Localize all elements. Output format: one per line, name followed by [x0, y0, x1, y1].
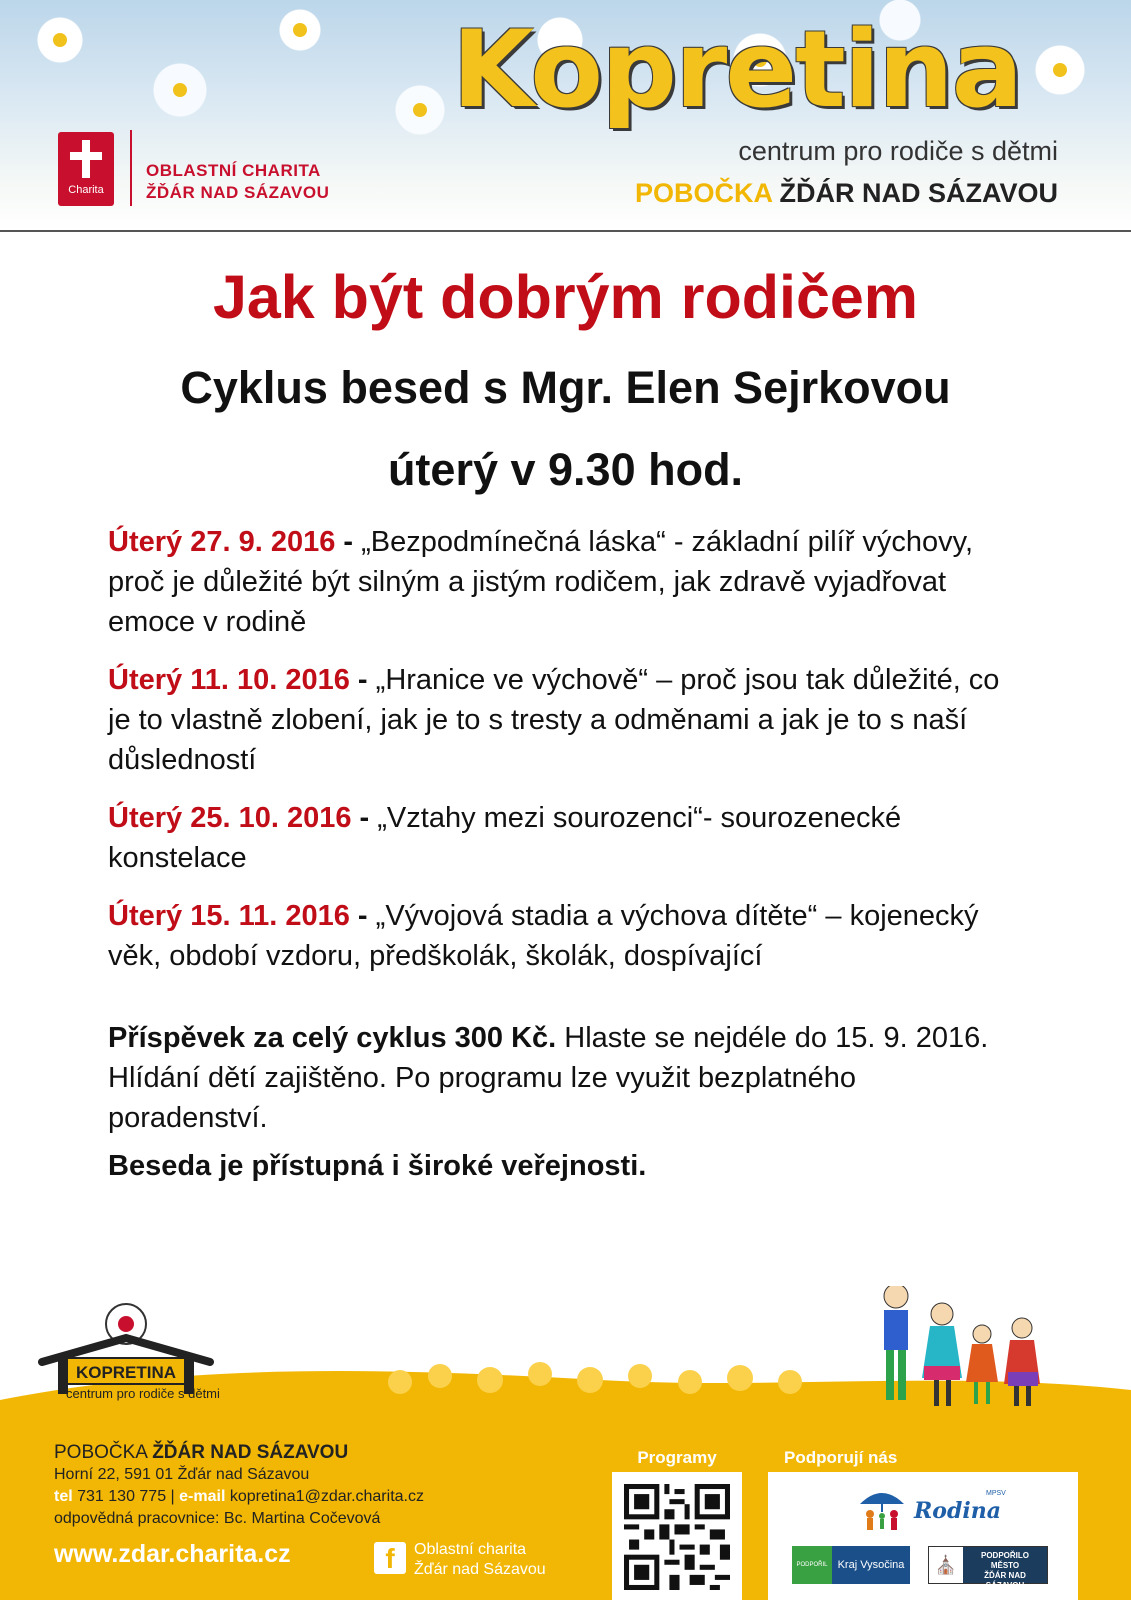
tel-label: tel	[54, 1488, 73, 1505]
public-note: Beseda je přístupná i široké veřejnosti.	[108, 1150, 647, 1182]
sponsor-mesto	[928, 1546, 1048, 1590]
fee-paragraph	[108, 1018, 1008, 1138]
session-text: „Vztahy mezi sourozenci“- sourozenecké konstelace	[108, 802, 902, 874]
sponsor-rodina-logo	[854, 1482, 1004, 1536]
sponsors-panel	[768, 1472, 1078, 1600]
email-label: e-mail	[179, 1488, 226, 1505]
facebook-line2: Žďár nad Sázavou	[414, 1561, 546, 1578]
family-drawing-icon	[850, 1286, 1090, 1426]
tel-number[interactable]: 731 130 775 |	[77, 1488, 175, 1505]
session-time: úterý v 9.30 hod.	[387, 444, 744, 495]
mesto-line3: ŽĎÁR NAD SÁZAVOU	[984, 1571, 1026, 1590]
session-date: Úterý 15. 11. 2016	[108, 900, 350, 932]
email-address[interactable]: kopretina1@zdar.charita.cz	[229, 1488, 424, 1505]
footer-logo-label: KOPRETINA	[75, 1363, 177, 1382]
daisy-center-decoration	[413, 103, 427, 117]
kraj-name: Kraj Vysočina	[837, 1559, 905, 1571]
responsible-person: odpovědná pracovnice: Bc. Martina Cočevová	[54, 1510, 381, 1527]
address: Horní 22, 591 01 Žďár nad Sázavou	[54, 1466, 310, 1483]
brand-title: Kopretina	[452, 8, 1022, 131]
series-subtitle: Cyklus besed s Mgr. Elen Sejrkovou	[180, 362, 951, 413]
session-text: „Bezpodmínečná láska“ - základní pilíř výchovy, proč je důležité být silným a jistým rodičem, jak zdravě vyjadřovat emoce v rodině	[108, 526, 974, 638]
rodina-small: MPSV	[986, 1490, 1006, 1497]
kopretina-logo	[34, 1298, 224, 1398]
session-date: Úterý 27. 9. 2016	[108, 526, 336, 558]
logo-divider	[130, 130, 132, 206]
contact-block	[54, 1442, 424, 1530]
qr-code-icon	[624, 1484, 730, 1590]
footer-branch	[54, 1442, 424, 1464]
session-date: Úterý 25. 10. 2016	[108, 802, 352, 834]
session-text: „Hranice ve výchově“ – proč jsou tak důležité, co je to vlastně zlobení, jak je to s tresty a odměnami a jak je to s naší důsledností	[108, 664, 1000, 776]
header-banner	[0, 0, 1131, 232]
qr-code[interactable]	[612, 1472, 742, 1600]
org-name-line2: ŽĎÁR NAD SÁZAVOU	[146, 183, 330, 202]
sponsor-kraj-vysocina	[792, 1546, 910, 1584]
org-name	[146, 160, 329, 204]
footer-logo-subtitle: centrum pro rodiče s dětmi	[66, 1386, 220, 1401]
session-list	[108, 522, 1008, 994]
programs-label: Programy	[637, 1448, 717, 1467]
session-item	[108, 660, 1008, 780]
session-separator: -	[343, 526, 354, 558]
brand-subtitle: centrum pro rodiče s dětmi	[738, 136, 1058, 166]
facebook-page[interactable]	[414, 1540, 546, 1580]
daisy-center-decoration	[173, 83, 187, 97]
page-title: Jak být dobrým rodičem	[212, 263, 919, 331]
rodina-text: Rodina	[914, 1498, 1001, 1524]
support-label: Podporují nás	[784, 1448, 898, 1467]
footer-branch-city: ŽĎÁR NAD SÁZAVOU	[152, 1442, 349, 1463]
mesto-text	[963, 1547, 1047, 1590]
cross-icon	[70, 152, 102, 160]
session-date: Úterý 11. 10. 2016	[108, 664, 350, 696]
kraj-left-label: PODPOŘIL	[792, 1546, 832, 1584]
facebook-line1: Oblastní charita	[414, 1541, 527, 1558]
branch-city: ŽĎÁR NAD SÁZAVOU	[779, 178, 1058, 208]
session-separator: -	[357, 900, 368, 932]
branch-label: POBOČKA	[634, 178, 772, 208]
session-item	[108, 522, 1008, 642]
daisy-center-decoration	[53, 33, 67, 47]
charita-logo-label: Charita	[68, 184, 104, 196]
session-separator: -	[357, 664, 368, 696]
charita-logo	[58, 132, 114, 206]
family-umbrella-icon	[854, 1482, 910, 1536]
session-item	[108, 896, 1008, 976]
mesto-line2: MĚSTO	[990, 1561, 1020, 1570]
mesto-line1: PODPOŘILO	[980, 1551, 1029, 1560]
church-icon: ⛪	[934, 1554, 958, 1575]
session-item	[108, 798, 1008, 878]
fee-details: Hlaste se nejdéle do 15. 9. 2016. Hlídání dětí zajištěno. Po programu lze využit bezplatného poradenství.	[108, 1022, 989, 1134]
branch-heading	[520, 178, 1058, 209]
phone-email-line	[54, 1486, 424, 1508]
daisy-center-decoration	[293, 23, 307, 37]
session-separator: -	[359, 802, 370, 834]
org-name-line1: OBLASTNÍ CHARITA	[146, 161, 321, 180]
fee-amount: Příspěvek za celý cyklus 300 Kč.	[108, 1022, 557, 1054]
session-text: „Vývojová stadia a výchova dítěte“ – kojenecký věk, období vzdoru, předškolák, školák, dospívající	[108, 900, 979, 972]
facebook-icon[interactable]: f	[374, 1542, 406, 1574]
website-link[interactable]: www.zdar.charita.cz	[54, 1540, 291, 1568]
footer-branch-prefix: POBOČKA	[54, 1442, 147, 1463]
